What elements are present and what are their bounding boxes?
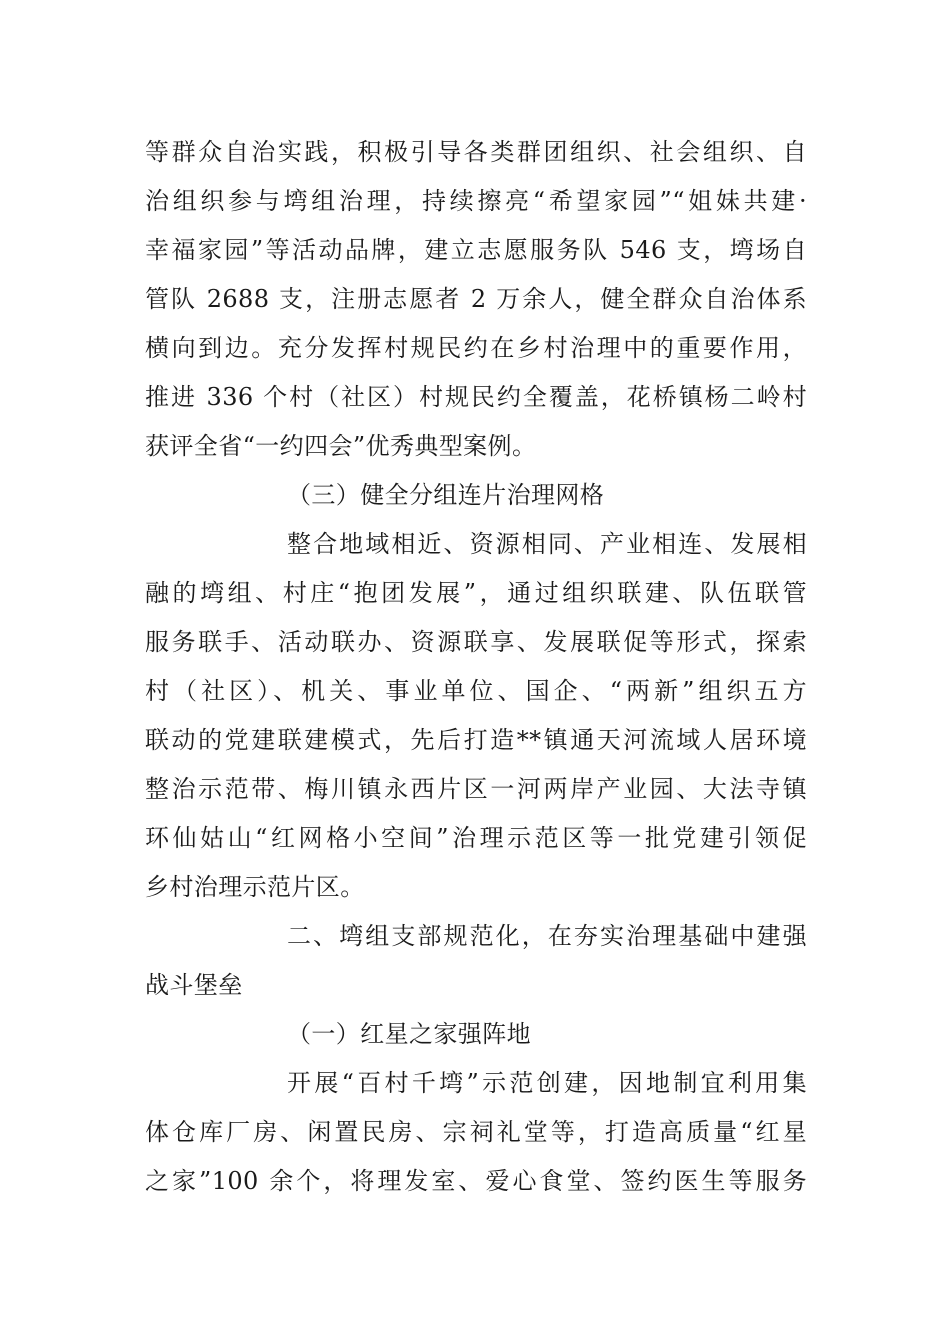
paragraph-line: 获评全省“一约四会”优秀典型案例。 xyxy=(145,432,537,460)
section-heading: （三）健全分组连片治理网格 xyxy=(287,481,605,509)
paragraph-line: 服务联手、活动联办、资源联享、发展联促等形式，探索 xyxy=(145,628,807,656)
paragraph-line: 环仙姑山“红网格小空间”治理示范区等一批党建引领促 xyxy=(145,824,807,852)
paragraph-line: 联动的党建联建模式，先后打造**镇通天河流域人居环境 xyxy=(145,726,807,754)
section-heading: （一）红星之家强阵地 xyxy=(287,1020,531,1048)
paragraph-line: 幸福家园”等活动品牌，建立志愿服务队 546 支，塆场自 xyxy=(145,236,807,264)
paragraph-line: 乡村治理示范片区。 xyxy=(145,873,365,901)
paragraph-line: 整合地域相近、资源相同、产业相连、发展相 xyxy=(287,530,807,558)
paragraph-line: 融的塆组、村庄“抱团发展”，通过组织联建、队伍联管 xyxy=(145,579,807,607)
paragraph-line: 开展“百村千塆”示范创建，因地制宜利用集 xyxy=(287,1069,807,1097)
paragraph-line: 体仓库厂房、闲置民房、宗祠礼堂等，打造高质量“红星 xyxy=(145,1118,807,1146)
paragraph-line: 整治示范带、梅川镇永西片区一河两岸产业园、大法寺镇 xyxy=(145,775,807,803)
paragraph-line: 之家”100 余个，将理发室、爱心食堂、签约医生等服务 xyxy=(145,1167,807,1195)
document-body xyxy=(145,128,807,1206)
paragraph-line: 推进 336 个村（社区）村规民约全覆盖，花桥镇杨二岭村 xyxy=(145,383,807,411)
paragraph-line: 等群众自治实践，积极引导各类群团组织、社会组织、自 xyxy=(145,138,807,166)
paragraph-line: 横向到边。充分发挥村规民约在乡村治理中的重要作用， xyxy=(145,334,807,362)
paragraph-line: 村（社区）、机关、事业单位、国企、“两新”组织五方 xyxy=(145,677,807,705)
paragraph-line: 管队 2688 支，注册志愿者 2 万余人，健全群众自治体系 xyxy=(145,285,807,313)
chapter-heading: 二、塆组支部规范化，在夯实治理基础中建强 xyxy=(287,922,807,950)
chapter-heading: 战斗堡垒 xyxy=(145,971,243,999)
paragraph-line: 治组织参与塆组治理，持续擦亮“希望家园”“姐妹共建· xyxy=(145,187,807,215)
